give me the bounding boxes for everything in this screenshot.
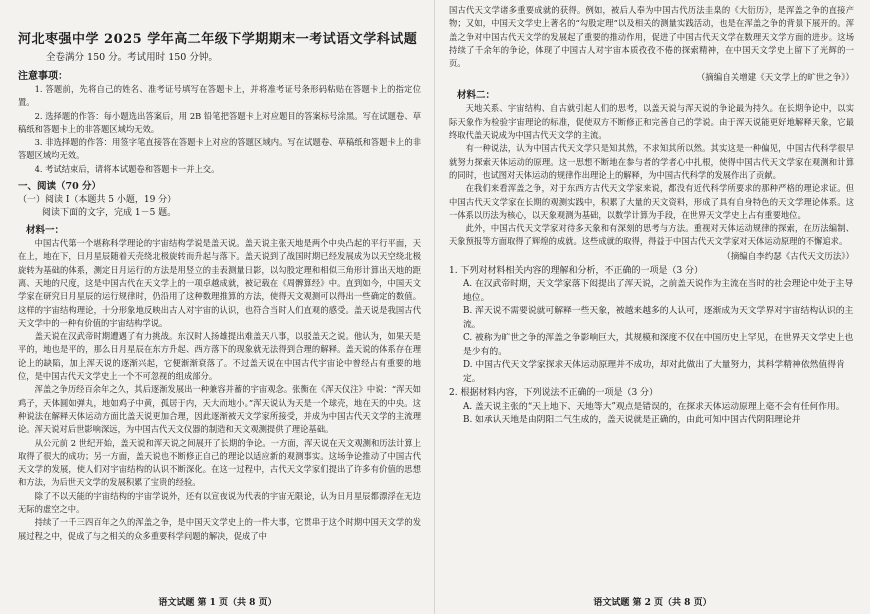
exam-title: 河北枣强中学 2025 学年高二年级下学期期末一考试语文学科试题 — [18, 32, 418, 47]
question-option: A. 盖天说主张的“天上地下、天地等大”观点是错误的，在探求天体运动原理上毫不会有任何作用。 — [463, 401, 845, 412]
question-stem: 1. 下列对材料相关内容的理解和分析，不正确的一项是（3 分） — [449, 265, 704, 276]
reading-instruction: 阅读下面的文字，完成 1－5 题。 — [42, 208, 177, 219]
passage-paragraph: 有一种说法，认为中国古代天文学只是知其然，不求知其所以然。其实这是一种偏见，中国古代科学很早就努力探索天体运动的原理。这一思想不断地在参与者的学者心中扎根，使得中国古代天文学家在观测和计算的同时，也试图对天体运动的规律作出理论上的解释，为中国古代科学的发展作出了贡献。 — [449, 143, 854, 180]
passage-paragraph: 除了不以天能的宇宙结构的宇宙学说外，还有以宣夜说为代表的宇宙无限论，认为日月星辰都漂浮在无边无际的虚空之中。 — [18, 490, 421, 515]
question-option: D. 中国古代天文学家探求天体运动原理并不成功，却对此做出了大量努力，其科学精神依然值得肯定。 — [463, 360, 845, 384]
passage-paragraph: 持续了一千三四百年之久的浑盖之争，是中国天文学史上的一件大事，它贯串于这个时期中国天文学的发展过程之中，促成了与之相关的众多重要科学问题的解决，促成了中 — [18, 517, 421, 541]
material-two-label: 材料二： — [457, 90, 496, 102]
question-stem: 2. 根据材料内容，下列说法不正确的一项是（3 分） — [449, 388, 659, 399]
exam-meta: 全卷满分 150 分。考试用时 150 分钟。 — [46, 52, 218, 63]
question-option: A. 在汉武帝时期，天文学家落下闳提出了浑天说，之前盖天说作为主流在当时的社会理论中处于主导地位。 — [463, 279, 854, 303]
page-right — [435, 0, 870, 614]
material-one-source: （摘编自关增建《天文学上的旷世之争》） — [696, 73, 854, 84]
passage-paragraph: 浑盖之争历经百余年之久，其后逐渐发展出一种兼容并蓄的宇宙观念。张衡在《浑天仪注》中说：“浑天如鸡子，天体圆如弹丸，地如鸡子中黄，孤居于内，天大而地小。”浑天说认为天是一个球壳，地在天的中央。这种说法在解释天体运动方面比盖天说更加合理，因此逐渐被天文学家所接受，并成为中国古代天文学的主流理论。浑天说对后世影响深远，为中国古代天文仪器的制造和天文观测提供了理论基础。 — [18, 384, 421, 435]
notice-item: 1. 答题前，先将自己的姓名、准考证号填写在答题卡上，并将准考证号条形码粘贴在答题卡上的指定位置。 — [18, 84, 421, 108]
question-option: B. 浑天说不需要说就可解释一些天象，被越来越多的人认可，逐渐成为天文学界对宇宙结构认识的主流。 — [463, 306, 854, 330]
material-two-source: （摘编自李约瑟《古代天文历法》） — [722, 251, 854, 262]
passage-paragraph: 从公元前 2 世纪开始，盖天说和浑天说之间展开了长期的争论。一方面，浑天说在天文观测和历法计算上取得了很大的成功；另一方面，盖天说也不断修正自己的理论以适应新的观测事实。这场争论推动了中国古代天文学的发展，使人们对宇宙结构的认识不断深化。在这一过程中，古代天文学家们提出了许多有价值的思想和方法，为后世天文学的发展积累了宝贵的经验。 — [18, 437, 421, 488]
section-heading: 一、阅读（70 分） — [18, 181, 102, 193]
passage-paragraph: 天地关系、宇宙结构、自古就引起人们的思考，以盖天说与浑天说的争论最为持久。在长期争论中，以实际天象作为检验宇宙理论的标准，促使双方不断修正和完善自己的学说。由于浑天说能更好地解释天象，它最终取代盖天说成为中国古代天文学的主流。 — [449, 103, 854, 141]
page-footer-left: 语文试题 第 1 页（共 8 页） — [158, 598, 277, 608]
passage-paragraph: 在我们来看浑盖之争，对于东西方古代天文学家来说，都没有近代科学所要求的那种严格的理论求证。但中国古代天文学家在长期的观测实践中，积累了大量的天文资料，形成了具有自身特色的天文学理论体系。这一体系以历法为核心，以天象观测为基础，以数学计算为手段，在世界天文学史上占有重要地位。 — [449, 183, 854, 220]
passage-paragraph: 盖天说在汉武帝时期遭遇了有力挑战。东汉时人扬雄提出难盖天八事，以驳盖天之说。他认为，如果天是平的，地也是平的，那么日月星辰在东方升起、西方落下的现象就无法得到合理的解释。盖天说的体系存在理论上的缺陷，加上浑天说的逐渐兴起，它便渐渐衰落了。不过盖天说在中国古代宇宙论中曾经占有重要的地位，是中国古代天文学史上一个不可忽视的组成部分。 — [18, 331, 421, 382]
question-option: B. 如承认天地是由阴阳二气生成的，盖天说就是正确的，由此可知中国古代阴阳理论并 — [463, 415, 801, 426]
notice-item: 3. 非选择题的作答：用签字笔直接答在答题卡上对应的答题区域内。写在试题卷、草稿纸和答题卡上的非答题区域均无效。 — [18, 137, 421, 161]
passage-paragraph: 国古代天文学诸多重要成就的获得。例如，被后人奉为中国古代历法圭臬的《大衍历》，是浑盖之争的直接产物；又如，中国天文学史上著名的“勾股定理”以及相关的测量实践活动，也是在浑盖之争的背景下展开的。浑盖之争对中国古代天文学的发展起了重要的推动作用，促进了中国古代天文学在数理天文学方面的进步。这场持续了千余年的争论，体现了中国古人对宇宙本质孜孜不倦的探索精神，在中国天文学史上留下了光辉的一页。 — [449, 5, 854, 69]
passage-paragraph: 此外，中国古代天文学家对待多天象和有深刻的思考与方法。重视对天体运动规律的探索，在历法编制、天象预报等方面取得了辉煌的成就。这些成就的取得，得益于中国古代天文学家对天体运动原理的不懈追求。 — [449, 223, 854, 247]
notice-item: 4. 考试结束后，请将本试题卷和答题卡一并上交。 — [34, 163, 220, 174]
notice-title: 注意事项： — [18, 71, 68, 82]
page-footer-right: 语文试题 第 2 页（共 8 页） — [593, 598, 712, 608]
subsection-heading: （一）阅读 I（本题共 5 小题，19 分） — [18, 195, 177, 206]
material-one-label: 材料一： — [26, 225, 65, 237]
passage-paragraph: 中国古代第一个堪称科学理论的宇宙结构学说是盖天说。盖天说主张天地是两个中央凸起的平行平面，天在上，地在下，日月星辰随着天壳绕北极旋转而升起与落下。盖天说到了战国时期已经发展成为以天空绕北极旋转为基础的体系，测定日月运行的方法是用竖立的圭表测量日影，以勾股定理和相似三角形计算出天地的距离、天地的尺度，这是中国古代在天文学上的一项卓越成就，被记载在《周髀算经》中。直到如今，中国天文学家在研究日月星辰的运行规律时，仍沿用了这种数理推算的方法，使得天文观测可以得出一些确定的数值。这样的宇宙结构理论，十分形象地反映出古人对宇宙的认识，也符合当时人们直观的感受。盖天说是我国古代天文学中的一种有价值的宇宙结构学说。 — [18, 238, 421, 328]
notice-item: 2. 选择题的作答：每小题选出答案后，用 2B 铅笔把答题卡上对应题目的答案标号涂黑。写在试题卷、草稿纸和答题卡上的非答题区域均无效。 — [18, 110, 421, 134]
question-option: C. 被称为旷世之争的浑盖之争影响巨大，其规模和深度不仅在中国历史上罕见，在世界天文学史上也是少有的。 — [463, 333, 854, 357]
